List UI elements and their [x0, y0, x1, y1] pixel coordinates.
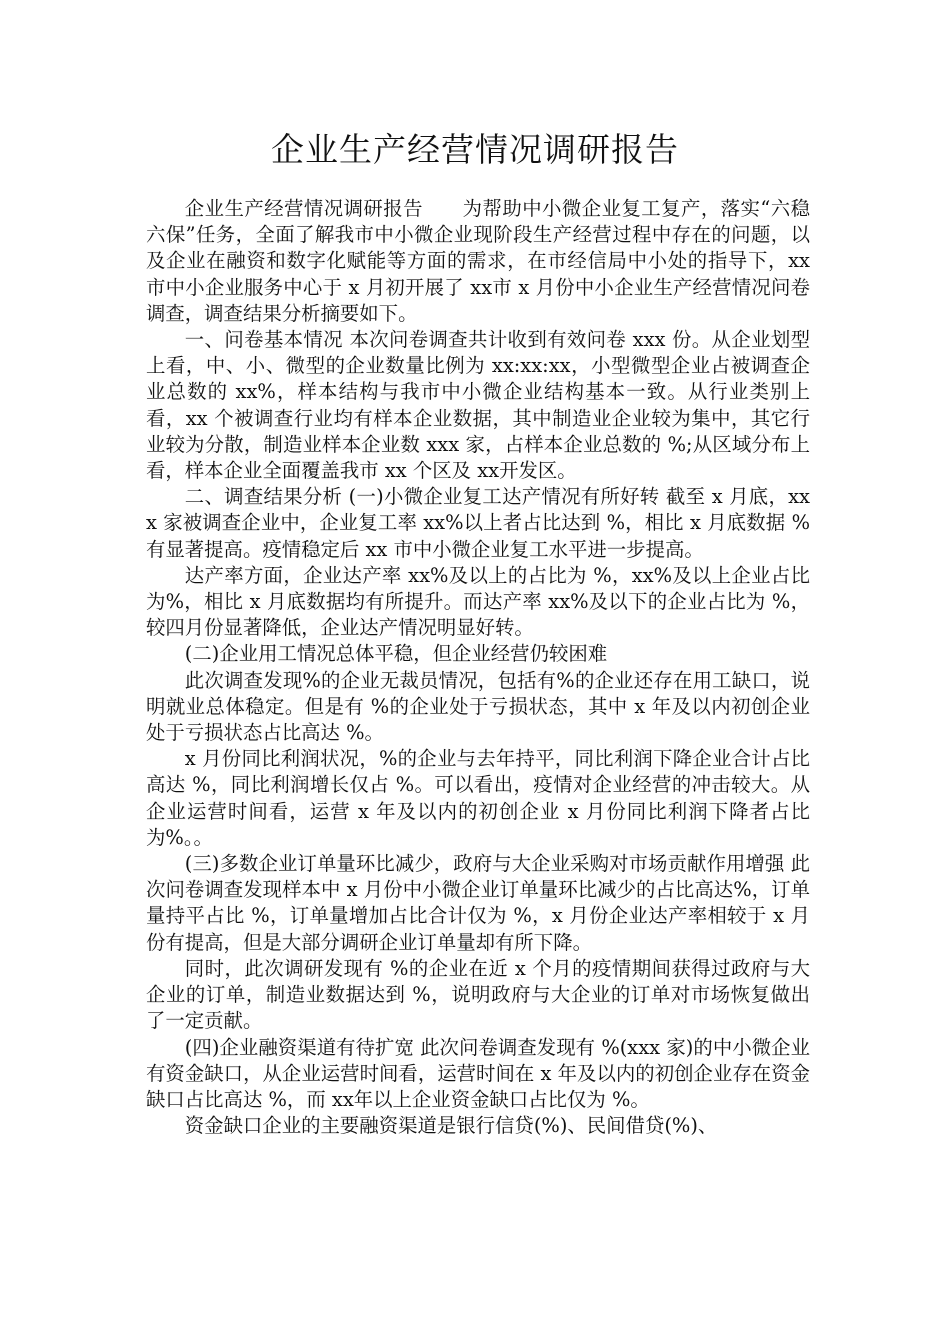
paragraph-intro: 企业生产经营情况调研报告 为帮助中小微企业复工复产，落实“六稳六保”任务，全面了解我市中小微企业现阶段生产经营过程中存在的问题，以及企业在融资和数字化赋能等方面的需求，在市经信局中小处的指导下，xx 市中小企业服务中心于 x 月初开展了 xx市 x 月份中小企业生产经营情况问卷调查，调查结果分析摘要如下。	[146, 197, 810, 325]
document-title: 企业生产经营情况调研报告	[271, 130, 679, 169]
section-heading-employment: (二)企业用工情况总体平稳，但企业经营仍较困难	[184, 642, 608, 666]
document-body	[146, 196, 810, 1139]
paragraph-orders: (三)多数企业订单量环比减少，政府与大企业采购对市场贡献作用增强 此次问卷调查发现样本中 x 月份中小微企业订单量环比减少的占比高达%，订单量持平占比 %，订单量增加占比合计仅为 %，x 月份企业达产率相较于 x 月份有提高，但是大部分调研企业订单量却有所下降。	[146, 852, 810, 954]
paragraph-survey-basics: 一、问卷基本情况 本次问卷调查共计收到有效问卷 xxx 份。从企业划型上看，中、小、微型的企业数量比例为 xx:xx:xx，小型微型企业占被调查企业总数的 xx%，样本结构与我市中小微企业结构基本一致。从行业类别上看，xx 个被调查行业均有样本企业数据，其中制造业企业较为集中，其它行业较为分散，制造业样本企业数 xxx 家，占样本企业总数的 %;从区域分布上看，样本企业全面覆盖我市 xx 个区及 xx开发区。	[146, 328, 810, 483]
paragraph-financing-channels: 资金缺口企业的主要融资渠道是银行信贷(%)、民间借贷(%)、	[184, 1114, 718, 1138]
paragraph-government-orders: 同时，此次调研发现有 %的企业在近 x 个月的疫情期间获得过政府与大企业的订单，制造业数据达到 %，说明政府与大企业的订单对市场恢复做出了一定贡献。	[146, 956, 810, 1033]
paragraph-financing: (四)企业融资渠道有待扩宽 此次问卷调查发现有 %(xxx 家)的中小微企业有资金缺口，从企业运营时间看，运营时间在 x 年及以内的初创企业存在资金缺口占比高达 %，而 xx年以上企业资金缺口占比仅为 %。	[146, 1035, 810, 1111]
paragraph-production-rate: 达产率方面，企业达产率 xx%及以上的占比为 %，xx%及以上企业占比为%，相比 x 月底数据均有所提升。而达产率 xx%及以下的企业占比为 %，较四月份显著降低，企业达产情况明显好转。	[146, 563, 810, 640]
paragraph-employment: 此次调查发现%的企业无裁员情况，包括有%的企业还存在用工缺口，说明就业总体稳定。但是有 %的企业处于亏损状态，其中 x 年及以内初创企业处于亏损状态占比高达 %。	[146, 668, 810, 745]
paragraph-profit: x 月份同比利润状况，%的企业与去年持平，同比利润下降企业合计占比高达 %，同比利润增长仅占 %。可以看出，疫情对企业经营的冲击较大。从企业运营时间看，运营 x 年及以内的初创企业 x 月份同比利润下降者占比为%。。	[146, 747, 810, 849]
paragraph-analysis-recovery: 二、调查结果分析 (一)小微企业复工达产情况有所好转 截至 x 月底，xxx 家被调查企业中，企业复工率 xx%以上者占比达到 %，相比 x 月底数据 %有显著提高。疫情稳定后 xx 市中小微企业复工水平进一步提高。	[146, 485, 810, 561]
